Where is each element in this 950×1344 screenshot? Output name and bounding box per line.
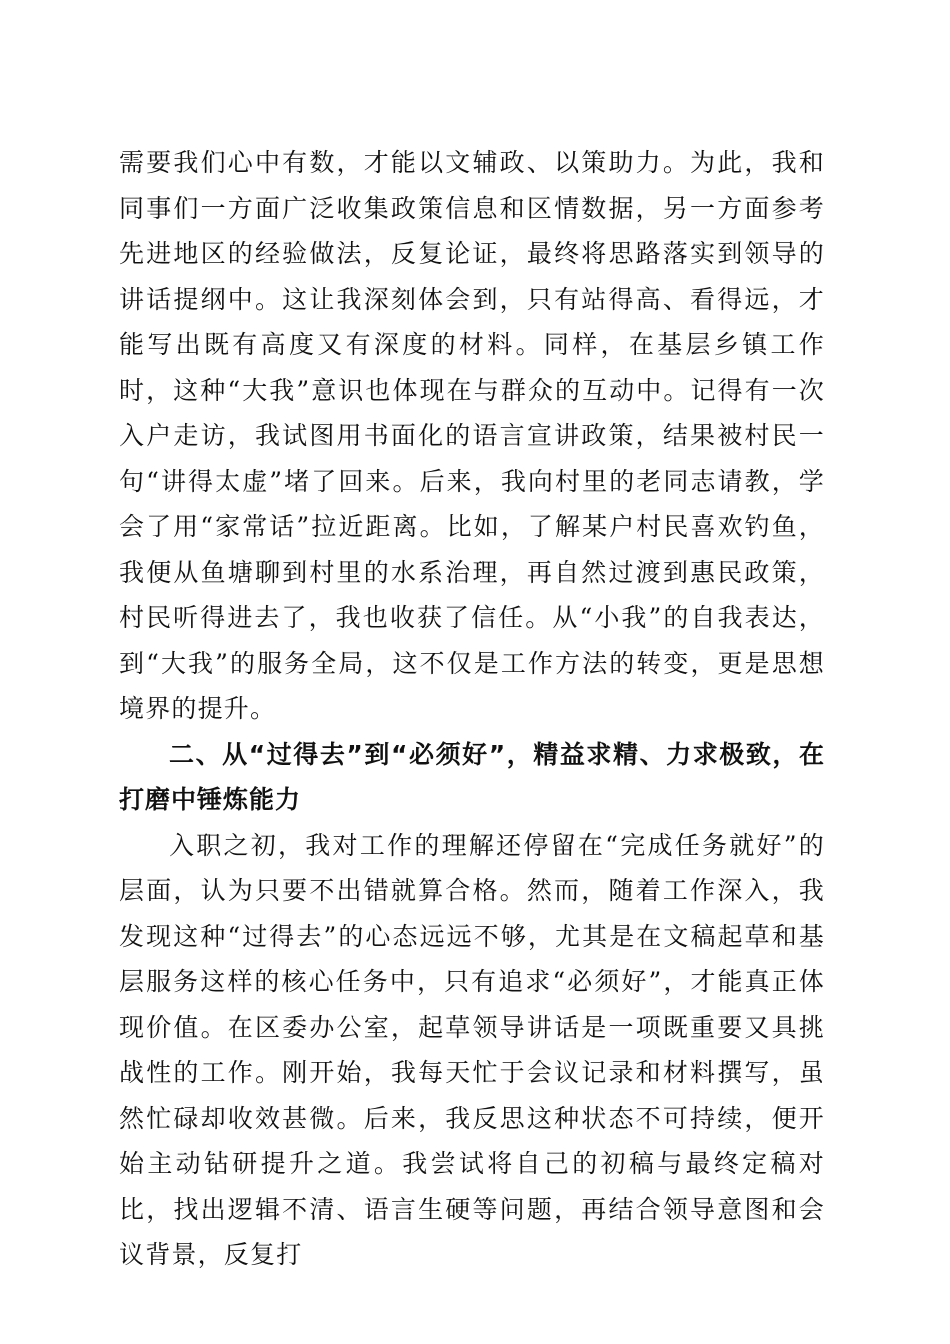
body-paragraph-continued: 需要我们心中有数，才能以文辅政、以策助力。为此，我和同事们一方面广泛收集政策信息和区情数据，另一方面参考先进地区的经验做法，反复论证，最终将思路落实到领导的讲话提纲中。这让我深刻体会到，只有站得高、看得远，才能写出既有高度又有深度的材料。同样，在基层乡镇工作时，这种“大我”意识也体现在与群众的互动中。记得有一次入户走访，我试图用书面化的语言宣讲政策，结果被村民一句“讲得太虚”堵了回来。后来，我向村里的老同志请教，学会了用“家常话”拉近距离。比如，了解某户村民喜欢钓鱼，我便从鱼塘聊到村里的水系治理，再自然过渡到惠民政策，村民听得进去了，我也收获了信任。从“小我”的自我表达，到“大我”的服务全局，这不仅是工作方法的转变，更是思想境界的提升。 <box>119 148 825 723</box>
section-heading: 二、从“过得去”到“必须好”，精益求精、力求极致，在打磨中锤炼能力 <box>119 739 825 814</box>
body-paragraph: 入职之初，我对工作的理解还停留在“完成任务就好”的层面，认为只要不出错就算合格。然而，随着工作深入，我发现这种“过得去”的心态远远不够，尤其是在文稿起草和基层服务这样的核心任务中，只有追求“必须好”，才能真正体现价值。在区委办公室，起草领导讲话是一项既重要又具挑战性的工作。刚开始，我每天忙于会议记录和材料撰写，虽然忙碌却收效甚微。后来，我反思这种状态不可持续，便开始主动钻研提升之道。我尝试将自己的初稿与最终定稿对比，找出逻辑不清、语言生硬等问题，再结合领导意图和会议背景，反复打 <box>119 830 825 1269</box>
document-body <box>119 140 825 1278</box>
